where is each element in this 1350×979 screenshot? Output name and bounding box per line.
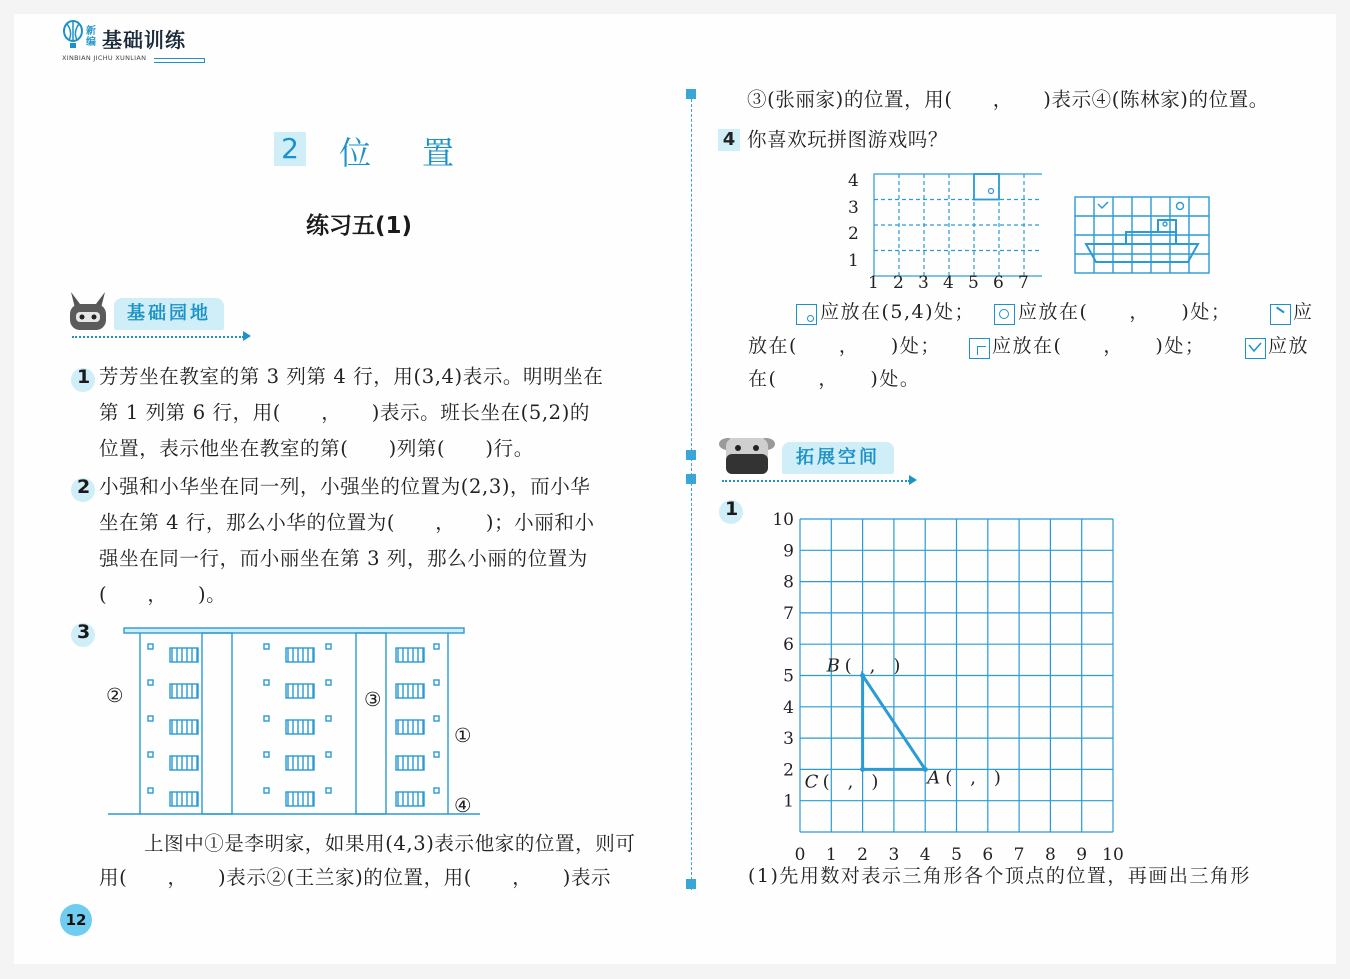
logo-pinyin: XINBIAN JICHU XUNLIAN [62, 54, 147, 62]
vertex-blank: ( , ) [945, 767, 1001, 789]
logo-title: 基础训练 [102, 28, 186, 52]
y-tick-label: 5 [783, 666, 794, 687]
y-tick-label: 6 [783, 635, 794, 656]
column-divider [691, 94, 692, 890]
arrow-icon [909, 475, 917, 485]
x-tick-label: 5 [951, 845, 962, 865]
logo-underline [154, 58, 205, 63]
q3-continued: ③(张丽家)的位置，用( ， )表示④(陈林家)的位置。 [747, 88, 1269, 111]
chapter-number: 2 [274, 132, 306, 166]
y-tick-label: 2 [783, 760, 794, 781]
arrow-icon [243, 331, 251, 341]
building-label-2: ② [106, 684, 125, 707]
page-number: 12 [60, 904, 92, 936]
piece-icon-4 [969, 338, 990, 359]
puzzle-x-tick: 4 [943, 273, 956, 293]
section-ext-header [718, 432, 928, 488]
y-tick-label: 9 [783, 541, 794, 562]
q3-line-1: 上图中①是李明家，如果用(4,3)表示他家的位置，则可 [144, 832, 636, 855]
x-tick-label: 9 [1076, 845, 1088, 865]
puzzle-x-tick: 3 [918, 273, 931, 293]
q4-line-5: 应放在( ， )处； [992, 335, 1206, 357]
chapter-title-b: 置 [422, 134, 455, 172]
y-tick-label: 4 [783, 697, 794, 718]
section-dotted-line [722, 480, 910, 482]
section-basic-label: 基础园地 [114, 298, 224, 330]
vertex-label-a: A [927, 767, 941, 789]
ext1-number: 1 [725, 498, 739, 520]
divider-marker [686, 89, 696, 99]
piece-icon-5 [1245, 338, 1266, 359]
ship-picture [1074, 196, 1214, 276]
q4-line-6: 应放 [1268, 335, 1310, 357]
q4-line-2: 应放在( ， )处； [1018, 301, 1232, 323]
q3-line-2: 用( ， )表示②(王兰家)的位置，用( ， )表示 [99, 866, 612, 889]
building-label-3: ③ [364, 688, 383, 711]
q2-line-2: 坐在第 4 行，那么小华的位置为( ， )；小丽和小 [99, 511, 595, 534]
mascot-icon [68, 290, 108, 334]
puzzle-y-tick: 2 [848, 224, 861, 244]
x-tick-label: 8 [1044, 845, 1056, 865]
q4-number: 4 [718, 129, 740, 151]
piece-icon-1 [796, 304, 817, 325]
header-logo [62, 20, 212, 64]
x-tick-label: 0 [794, 845, 806, 865]
building-diagram [104, 622, 484, 822]
q4-title: 你喜欢玩拼图游戏吗？ [747, 128, 949, 151]
puzzle-y-tick: 3 [848, 198, 861, 218]
balloon-icon [62, 20, 84, 50]
y-tick-label: 10 [772, 510, 794, 530]
puzzle-x-tick: 6 [993, 273, 1006, 293]
q1-number: 1 [77, 366, 91, 388]
q4-line-3: 应 [1293, 301, 1314, 323]
divider-marker [686, 879, 696, 889]
divider-marker [686, 450, 696, 460]
piece-icon-2 [994, 304, 1015, 325]
logo-small-text: 新编 [86, 26, 96, 48]
puzzle-x-tick: 2 [893, 273, 906, 293]
y-tick-label: 8 [783, 572, 794, 593]
building-label-1: ① [454, 724, 473, 747]
section-ext-label: 拓展空间 [782, 442, 894, 474]
q1-line-3: 位置，表示他坐在教室的第( )列第( )行。 [99, 437, 534, 460]
y-tick-label: 1 [783, 791, 794, 812]
puzzle-x-tick: 7 [1018, 273, 1031, 293]
x-tick-label: 3 [888, 845, 900, 865]
q2-line-1: 小强和小华坐在同一列，小强坐的位置为(2,3)，而小华 [99, 475, 591, 498]
workbook-page [14, 14, 1336, 964]
y-tick-label: 7 [783, 603, 794, 624]
q1-line-1: 芳芳坐在教室的第 3 列第 4 行，用(3,4)表示。明明坐在 [99, 365, 604, 388]
x-tick-label: 10 [1102, 845, 1124, 865]
coordinate-grid-chart [744, 500, 1144, 866]
divider-marker [686, 474, 696, 484]
puzzle-y-tick: 4 [848, 171, 861, 191]
vertex-label-c: C [804, 771, 819, 793]
q2-line-3: 强坐在同一行，而小丽坐在第 3 列，那么小丽的位置为 [99, 547, 588, 570]
mascot-cow-icon [718, 434, 776, 478]
q4-line-7: 在( ， )处。 [748, 368, 921, 390]
x-tick-label: 1 [825, 845, 837, 865]
q1-line-2: 第 1 列第 6 行，用( ， )表示。班长坐在(5,2)的 [99, 401, 590, 424]
puzzle-x-tick: 5 [968, 273, 981, 293]
piece-icon-3 [1270, 304, 1291, 325]
q4-line-1: 应放在(5,4)处； [820, 301, 976, 323]
x-tick-label: 2 [857, 845, 869, 865]
x-tick-label: 7 [1013, 845, 1025, 865]
q2-line-4: ( ， )。 [99, 583, 227, 606]
building-label-4: ④ [454, 794, 473, 817]
q3-number: 3 [77, 621, 91, 643]
lesson-title: 练习五(1) [306, 213, 413, 239]
section-basic-header [68, 288, 258, 344]
ext1-instruction: (1)先用数对表示三角形各个顶点的位置，再画出三角形 [748, 865, 1251, 887]
section-dotted-line [72, 336, 244, 338]
vertex-blank: ( , ) [822, 771, 879, 793]
x-tick-label: 4 [919, 845, 931, 865]
vertex-label-b: B [826, 655, 840, 677]
puzzle-y-tick: 1 [848, 251, 861, 271]
y-tick-label: 3 [783, 729, 794, 750]
puzzle-x-tick: 1 [868, 273, 881, 293]
bird-icon [1248, 341, 1262, 355]
q4-line-4: 放在( ， )处； [748, 335, 941, 357]
q2-number: 2 [77, 476, 91, 498]
chapter-title-a: 位 [339, 134, 372, 172]
vertex-blank: ( , ) [844, 655, 901, 677]
x-tick-label: 6 [982, 845, 994, 865]
